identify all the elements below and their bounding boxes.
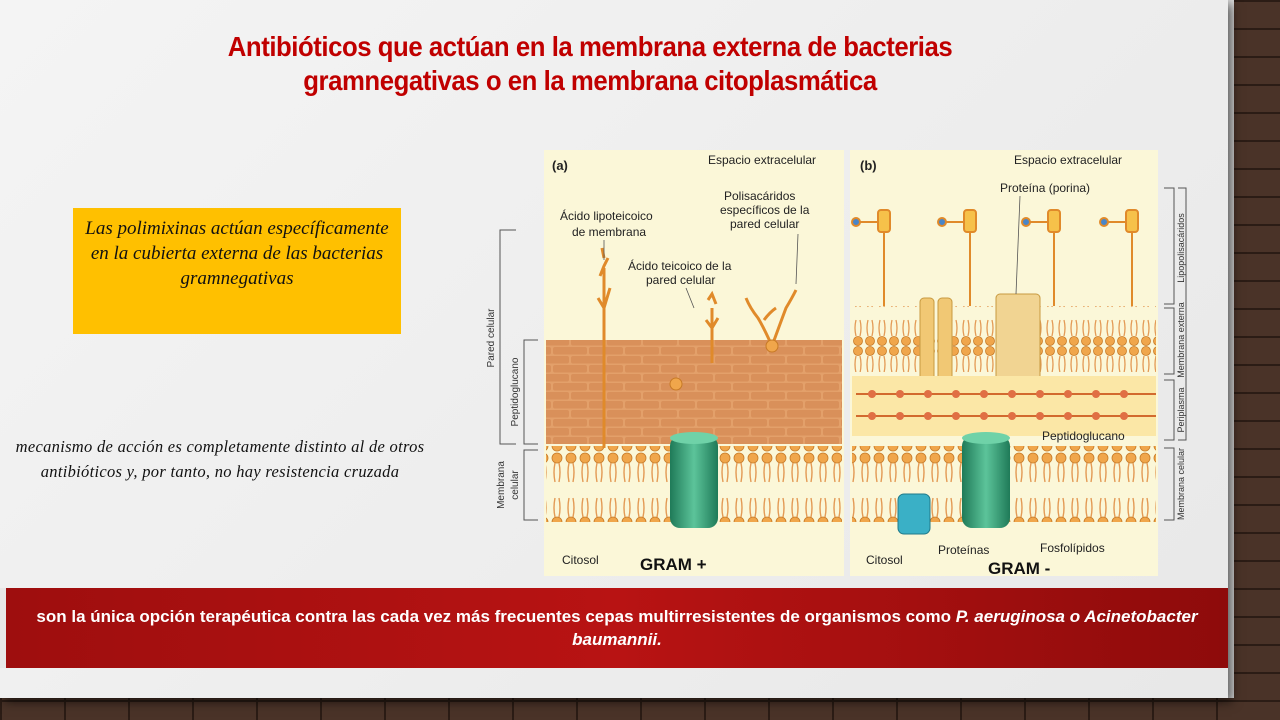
panel-a-letter: (a) (552, 158, 568, 173)
panel-b-letter: (b) (860, 158, 877, 173)
side-label-periplasma: Periplasma (1176, 387, 1186, 433)
bottom-text-main: son la única opción terapéutica contra las cada vez más frecuentes cepas multirresistentes de organismos como (36, 607, 956, 626)
polymyxin-callout: Las polimixinas actúan específicamente en la cubierta externa de las bacterias gramnegativas (73, 208, 401, 334)
side-label-membrana-externa: Membrana externa (1176, 302, 1186, 378)
side-label-membrana-celular-b: Membrana celular (1176, 447, 1186, 521)
label-proteinas: Proteínas (938, 543, 990, 557)
panel-a-cytosol: Citosol (562, 553, 599, 567)
bottom-banner (0, 588, 1228, 668)
gram-positive-label: GRAM + (640, 555, 707, 574)
side-label-pared-celular-a: Pared celular (486, 308, 497, 368)
panel-a-side-brackets (486, 230, 538, 520)
slide-title (185, 30, 995, 98)
label-teicoico-1: Ácido teicoico de la (628, 259, 732, 273)
panel-b-cytosol: Citosol (866, 553, 903, 567)
label-fosfolipidos: Fosfolípidos (1040, 541, 1105, 555)
panel-b-extracellular: Espacio extracelular (1014, 153, 1123, 167)
label-lipoteichoico-2: de membrana (572, 225, 647, 239)
title-line-1: Antibióticos que actúan en la membrana externa de bacterias (227, 31, 953, 62)
gram-negative-label: GRAM - (988, 559, 1051, 578)
mechanism-text: mecanismo de acción es completamente distinto al de otros antibióticos y, por tanto, no hay resistencia cruzada (15, 437, 425, 481)
slide-edge (1228, 0, 1234, 698)
side-label-membrana-a-1: Membrana (496, 461, 507, 509)
panel-b (850, 150, 1158, 578)
bottom-text (36, 605, 1198, 651)
label-peptidoglucano-b: Peptidoglucano (1042, 429, 1125, 443)
panel-a (544, 150, 844, 576)
label-porina: Proteína (porina) (1000, 181, 1091, 195)
label-lipoteichoico-1: Ácido lipoteicoico (560, 209, 653, 223)
title-line-2: gramnegativas o en la membrana citoplasmática (303, 65, 877, 96)
panel-b-side-brackets (1164, 188, 1186, 520)
side-label-membrana-a-2: celular (510, 470, 521, 500)
cell-wall-diagram (480, 148, 1190, 580)
side-label-peptidoglucano-a: Peptidoglucano (510, 357, 521, 427)
side-label-lps: Lipopolisacáridos (1176, 213, 1186, 283)
label-polisacaridos-2: específicos de la (720, 203, 810, 217)
label-polisacaridos-1: Polisacáridos (724, 189, 796, 203)
panel-a-extracellular: Espacio extracelular (708, 153, 817, 167)
label-teicoico-2: pared celular (646, 273, 716, 287)
label-polisacaridos-3: pared celular (730, 217, 800, 231)
bottom-text-organisms: P. aeruginosa o Acinetobacter baumannii. (572, 607, 1198, 649)
